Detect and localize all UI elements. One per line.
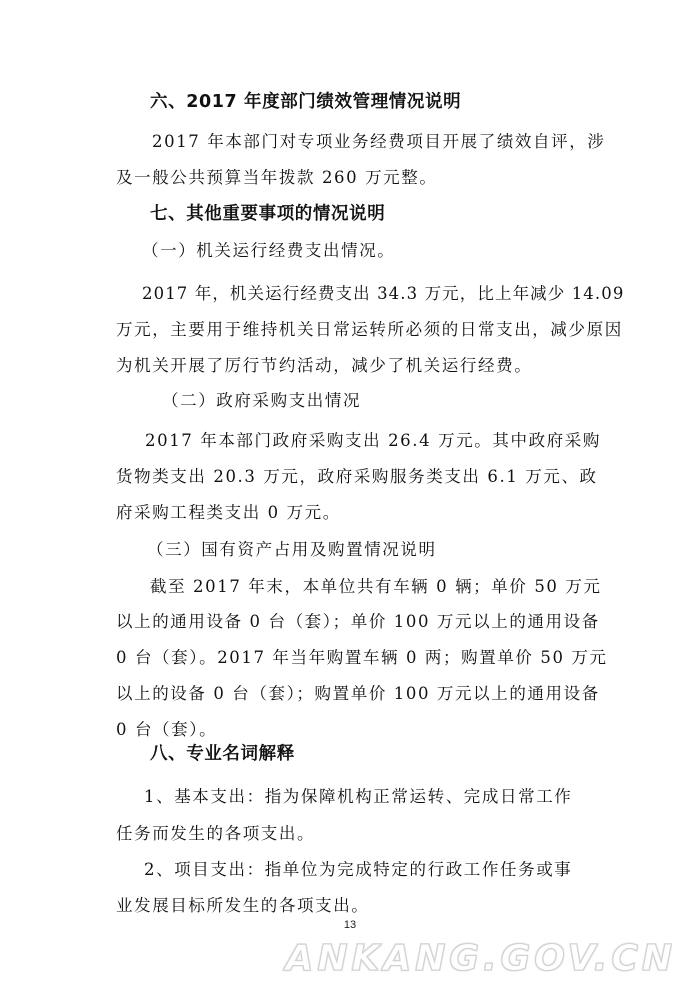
paragraph-line: 万元，主要用于维持机关日常运转所必须的日常支出，减少原因 xyxy=(116,320,623,339)
section-7-heading: 七、其他重要事项的情况说明 xyxy=(150,204,386,224)
paragraph-line: 1、基本支出：指为保障机构正常运转、完成日常工作 xyxy=(144,787,573,806)
section-6-heading: 六、2017 年度部门绩效管理情况说明 xyxy=(150,92,462,112)
subsection-1-title: （一）机关运行经费支出情况。 xyxy=(142,241,396,260)
paragraph-line: 0 台（套）。2017 年当年购置车辆 0 两；购置单价 50 万元 xyxy=(116,648,608,667)
paragraph-line: 2017 年，机关运行经费支出 34.3 万元，比上年减少 14.09 xyxy=(142,284,625,303)
paragraph-line: 货物类支出 20.3 万元，政府采购服务类支出 6.1 万元、政 xyxy=(116,467,598,486)
paragraph-line: 府采购工程类支出 0 万元。 xyxy=(116,503,341,522)
paragraph-line: 2017 年本部门政府采购支出 26.4 万元。其中政府采购 xyxy=(145,431,601,450)
subsection-3-title: （三）国有资产占用及购置情况说明 xyxy=(147,540,437,559)
paragraph-line: 及一般公共预算当年拨款 260 万元整。 xyxy=(116,168,438,187)
paragraph-line: 以上的设备 0 台（套）；购置单价 100 万元以上的通用设备 xyxy=(116,684,600,703)
subsection-2-title: （二）政府采购支出情况 xyxy=(162,391,362,410)
page-number: 13 xyxy=(343,919,357,931)
paragraph-line: 2017 年本部门对专项业务经费项目开展了绩效自评，涉 xyxy=(152,132,606,151)
paragraph-line: 0 台（套）。 xyxy=(116,720,218,739)
paragraph-line: 为机关开展了厉行节约活动，减少了机关运行经费。 xyxy=(116,356,533,375)
paragraph-line: 截至 2017 年末，本单位共有车辆 0 辆；单价 50 万元 xyxy=(150,577,602,596)
paragraph-line: 2、项目支出：指单位为完成特定的行政工作任务或事 xyxy=(144,860,573,879)
paragraph-line: 以上的通用设备 0 台（套）；单价 100 万元以上的通用设备 xyxy=(116,612,600,631)
section-8-heading: 八、专业名词解释 xyxy=(150,744,295,764)
site-watermark: ANKANG.GOV.CN xyxy=(285,938,676,979)
paragraph-line: 业发展目标所发生的各项支出。 xyxy=(116,896,370,915)
paragraph-line: 任务而发生的各项支出。 xyxy=(116,824,316,843)
